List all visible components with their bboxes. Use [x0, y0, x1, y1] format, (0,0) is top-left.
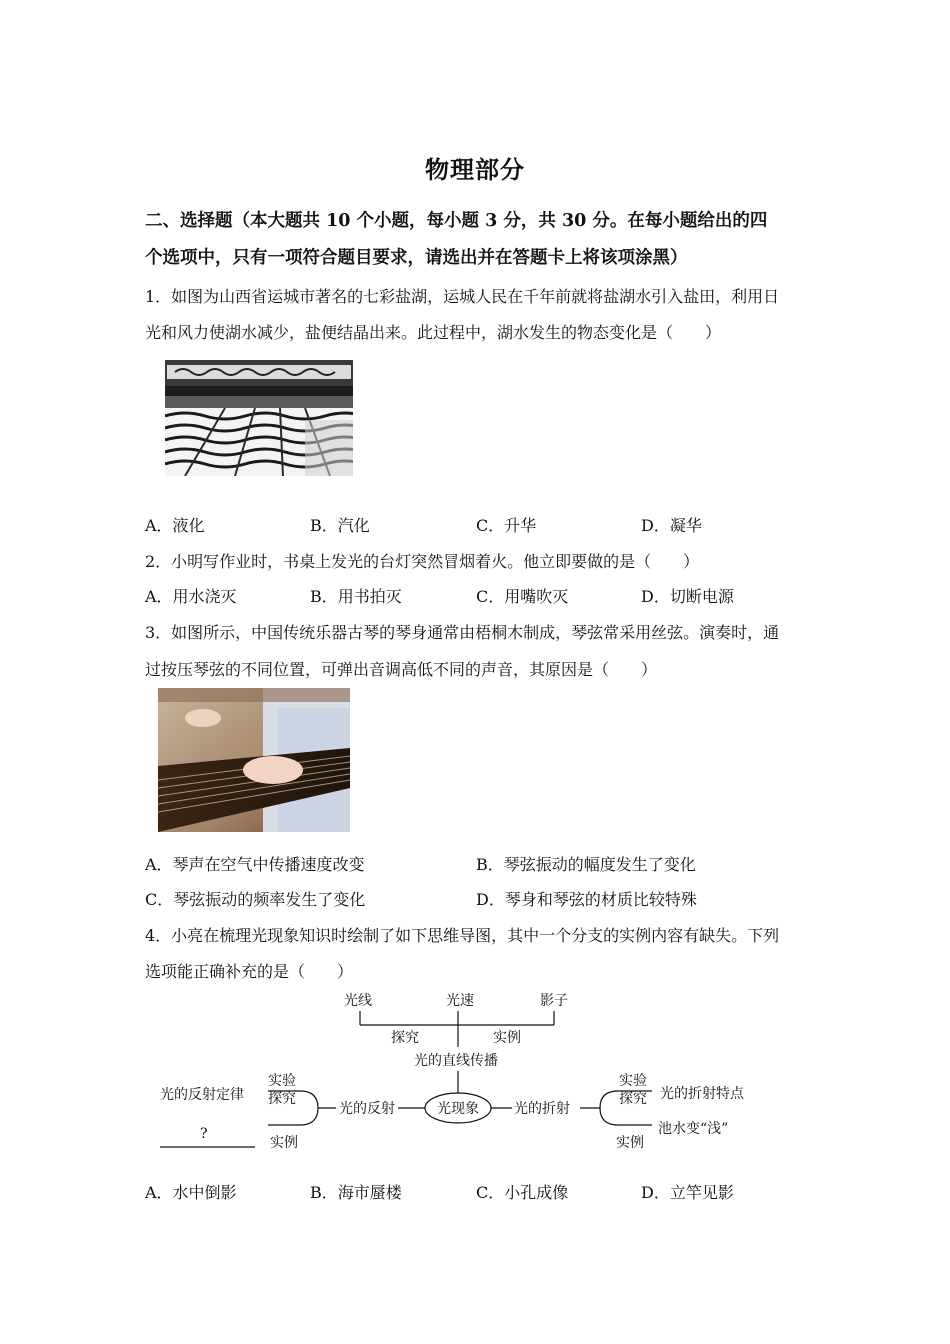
- q2-line-1: 2．小明写作业时，书桌上发光的台灯突然冒烟着火。他立即要做的是（ ）: [145, 552, 700, 571]
- mm-light-speed: 光速: [446, 993, 474, 1009]
- mm-explore-top: 探究: [391, 1030, 419, 1046]
- q2-option-d: D．切断电源: [641, 587, 734, 606]
- q4-option-a: A．水中倒影: [145, 1183, 237, 1202]
- mm-missing-example: ?: [200, 1126, 208, 1142]
- mm-refraction-feature: 光的折射特点: [660, 1086, 744, 1102]
- mm-refraction-experiment: 实验: [619, 1073, 647, 1089]
- q4-option-d: D．立竿见影: [641, 1183, 734, 1202]
- q1-option-d: D．凝华: [641, 516, 702, 535]
- mm-straight-propagation: 光的直线传播: [414, 1053, 498, 1069]
- mm-pool-shallow: 池水变“浅”: [658, 1121, 729, 1137]
- q4-line-2: 选项能正确补充的是（ ）: [145, 962, 354, 981]
- q4-line-1: 4．小亮在梳理光现象知识时绘制了如下思维导图，其中一个分支的实例内容有缺失。下列: [145, 926, 780, 945]
- light-mind-map: [150, 985, 770, 1160]
- mm-refraction: 光的折射: [514, 1101, 570, 1117]
- q3-line-1: 3．如图所示，中国传统乐器古琴的琴身通常由梧桐木制成，琴弦常采用丝弦。演奏时，通: [145, 623, 780, 642]
- q3-option-c: C．琴弦振动的频率发生了变化: [145, 890, 366, 909]
- q4-option-b: B．海市蜃楼: [310, 1183, 402, 1202]
- mm-reflection-experiment: 实验: [268, 1073, 296, 1089]
- q2-option-b: B．用书拍灭: [310, 587, 402, 606]
- mm-center: 光现象: [437, 1101, 479, 1117]
- q4-option-c: C．小孔成像: [476, 1183, 569, 1202]
- q1-option-b: B．汽化: [310, 516, 370, 535]
- q1-option-a: A．液化: [145, 516, 205, 535]
- q3-option-a: A．琴声在空气中传播速度改变: [145, 855, 365, 874]
- mm-example-top: 实例: [493, 1030, 521, 1046]
- q1-line-2: 光和风力使湖水减少，盐便结晶出来。此过程中，湖水发生的物态变化是（ ）: [145, 323, 722, 342]
- q2-option-c: C．用嘴吹灭: [476, 587, 569, 606]
- mm-light-ray: 光线: [344, 993, 372, 1009]
- mm-shadow: 影子: [540, 993, 568, 1009]
- q3-line-2: 过按压琴弦的不同位置，可弹出音调高低不同的声音，其原因是（ ）: [145, 660, 658, 679]
- salt-lake-photo: [165, 360, 353, 476]
- mm-reflection-explore: 探究: [268, 1091, 296, 1107]
- mm-reflection-law: 光的反射定律: [160, 1087, 244, 1103]
- mm-refraction-explore: 探究: [619, 1091, 647, 1107]
- page-title: 物理部分: [425, 155, 525, 184]
- q2-option-a: A．用水浇灭: [145, 587, 237, 606]
- q3-option-b: B．琴弦振动的幅度发生了变化: [476, 855, 696, 874]
- section-heading-line-2: 个选项中，只有一项符合题目要求，请选出并在答题卡上将该项涂黑）: [145, 248, 688, 268]
- mm-reflection: 光的反射: [339, 1101, 395, 1117]
- section-heading-line-1: 二、选择题（本大题共 10 个小题，每小题 3 分，共 30 分。在每小题给出的四: [145, 211, 768, 231]
- mm-refraction-example: 实例: [616, 1135, 644, 1151]
- q3-option-d: D．琴身和琴弦的材质比较特殊: [476, 890, 697, 909]
- q1-line-1: 1．如图为山西省运城市著名的七彩盐湖，运城人民在千年前就将盐湖水引入盐田，利用日: [145, 287, 780, 306]
- mm-reflection-example: 实例: [270, 1135, 298, 1151]
- q1-option-c: C．升华: [476, 516, 537, 535]
- guqin-photo: [158, 688, 350, 832]
